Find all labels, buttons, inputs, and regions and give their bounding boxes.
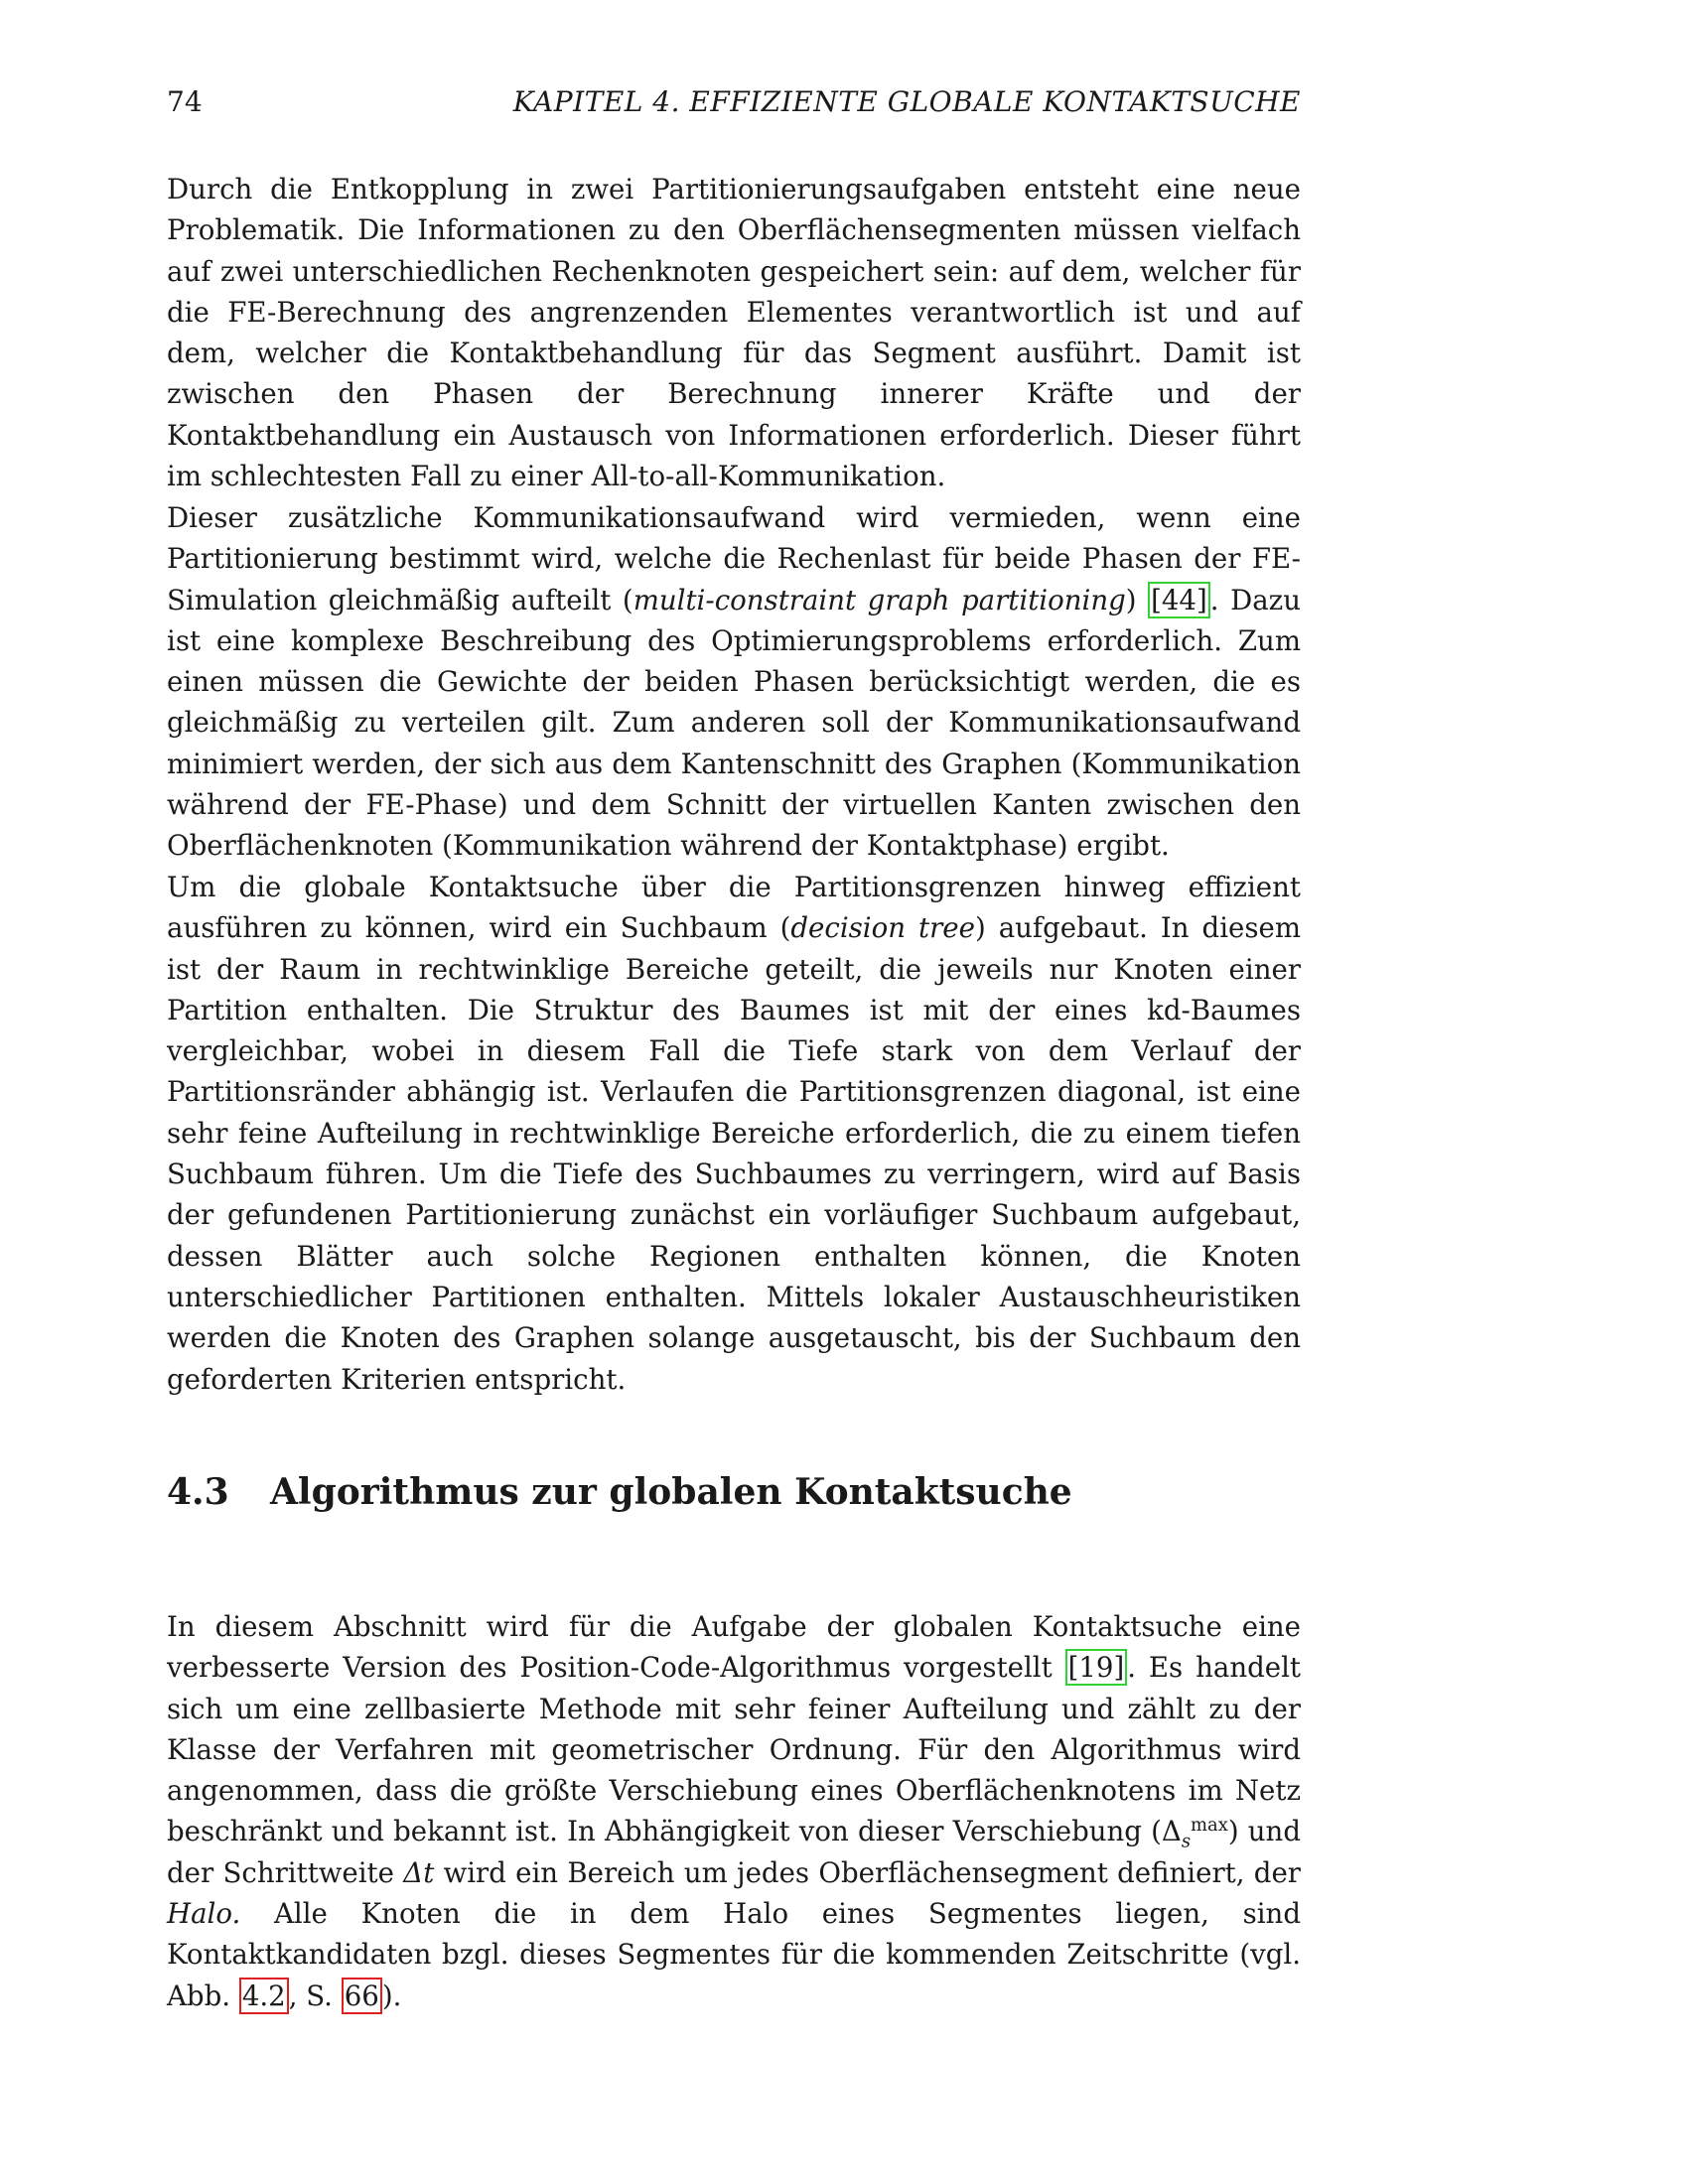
paragraph-text: In diesem Abschnitt wird für die Aufgabe der globalen Kontaktsuche eine verbesserte Version des Position-Code-Algorithmus vorgestellt: [167, 1610, 1301, 1685]
symbol-delta-t: Δt: [403, 1855, 435, 1889]
paragraph-text: Alle Knoten die in dem Halo eines Segmentes liegen, sind Kontaktkandidaten bzgl. dieses Segmentes für die kommenden Zeitschritte (vgl. Abb.: [167, 1897, 1301, 2012]
section-heading: [167, 1471, 1072, 1513]
paragraph-text: Dieser zusätzliche Kommunikationsaufwand wird vermieden, wenn eine Partitionierung bestimmt wird, welche die Rechenlast für beide Phasen der FE-Simulation gleichmäßig aufteilt (: [167, 501, 1301, 616]
paragraph-text: ): [1125, 583, 1149, 616]
paragraph-text: . Dazu ist eine komplexe Beschreibung des Optimierungsproblems erforderlich. Zum einen müssen die Gewichte der beiden Phasen berücksichtigt werden, die es gleichmäßig zu verteilen gilt. Zum anderen soll der Kommunikationsaufwand minimiert werden, der sich aus dem Kantenschnitt des Graphen (Kommunikation während der FE-Phase) und dem Schnitt der virtuellen Kanten zwischen den Oberflächenknoten (Kommunikation während der Kontaktphase) ergibt.: [167, 583, 1301, 863]
section-number: 4.3: [167, 1471, 229, 1513]
section-title: Algorithmus zur globalen Kontaktsuche: [270, 1471, 1072, 1513]
page-ref-link[interactable]: 66: [342, 1978, 382, 2014]
paragraph-communication: [167, 497, 1301, 867]
paragraph-text: ).: [381, 1979, 402, 2012]
term-halo: Halo.: [167, 1897, 241, 1931]
running-head: KAPITEL 4. EFFIZIENTE GLOBALE KONTAKTSUCHE: [512, 85, 1301, 118]
paragraph-text: ) und der Schrittweite: [167, 1815, 1301, 1889]
paragraph-text: wird ein Bereich um jedes Oberflächensegment definiert, der: [434, 1855, 1301, 1889]
term-decision-tree: decision tree: [790, 911, 975, 945]
citation-link-44[interactable]: [44]: [1148, 582, 1210, 618]
citation-link-19[interactable]: [19]: [1065, 1649, 1128, 1686]
figure-ref-link[interactable]: 4.2: [239, 1978, 289, 2014]
symbol-subscript: s: [1181, 1832, 1192, 1852]
symbol-superscript: max: [1191, 1815, 1228, 1837]
term-multi-constraint: multi-constraint graph partitioning: [633, 583, 1126, 616]
paragraph-algorithm: [167, 1606, 1301, 2016]
paragraph-text: . Es handelt sich um eine zellbasierte Methode mit sehr feiner Aufteilung und zählt zu der Klasse der Verfahren mit geometrischer Ordnung. Für den Algorithmus wird angenommen, dass die größte Verschiebung eines Oberflächenknotens im Netz beschränkt und bekannt ist. In Abhängigkeit von dieser Verschiebung (: [167, 1651, 1301, 1848]
paragraph-decoupling: Durch die Entkopplung in zwei Partitionierungsaufgaben entsteht eine neue Problematik. Die Informationen zu den Oberflächensegmenten müssen vielfach auf zwei unterschiedlichen Rechenknoten gespeichert sein: auf dem, welcher für die FE-Berechnung des angrenzenden Elementes verantwortlich ist und auf dem, welcher die Kontaktbehandlung für das Segment ausführt. Damit ist zwischen den Phasen der Berechnung innerer Kräfte und der Kontaktbehandlung ein Austausch von Informationen erforderlich. Dieser führt im schlechtesten Fall zu einer All-to-all-Kommunikation.: [167, 173, 1301, 493]
page-number: 74: [167, 85, 203, 118]
symbol-delta-max: [1161, 1815, 1228, 1852]
paragraph-text: ) aufgebaut. In diesem ist der Raum in rechtwinklige Bereiche geteilt, die jeweils nur Knoten einer Partition enthalten. Die Struktur des Baumes ist mit der eines kd-Baumes vergleichbar, wobei in diesem Fall die Tiefe stark von dem Verlauf der Partitionsränder abhängig ist. Verlaufen die Partitionsgrenzen diagonal, ist eine sehr feine Aufteilung in rechtwinklige Bereiche erforderlich, die zu einem tiefen Suchbaum führen. Um die Tiefe des Suchbaumes zu verringern, wird auf Basis der gefundenen Partitionierung zunächst ein vorläufiger Suchbaum aufgebaut, dessen Blätter auch solche Regionen enthalten können, die Knoten unterschiedlicher Partitionen enthalten. Mittels lokaler Austauschheuristiken werden die Knoten des Graphen solange ausgetauscht, bis der Suchbaum den geforderten Kriterien entspricht.: [167, 911, 1302, 1396]
paragraph-text: Um die globale Kontaktsuche über die Partitionsgrenzen hinweg effizient ausführen zu können, wird ein Suchbaum (: [167, 871, 1301, 945]
paragraph-decision-tree: [167, 867, 1301, 1400]
paragraph-text: , S.: [288, 1979, 342, 2012]
symbol-delta: Δ: [1161, 1815, 1182, 1848]
page-header: [167, 85, 1301, 125]
